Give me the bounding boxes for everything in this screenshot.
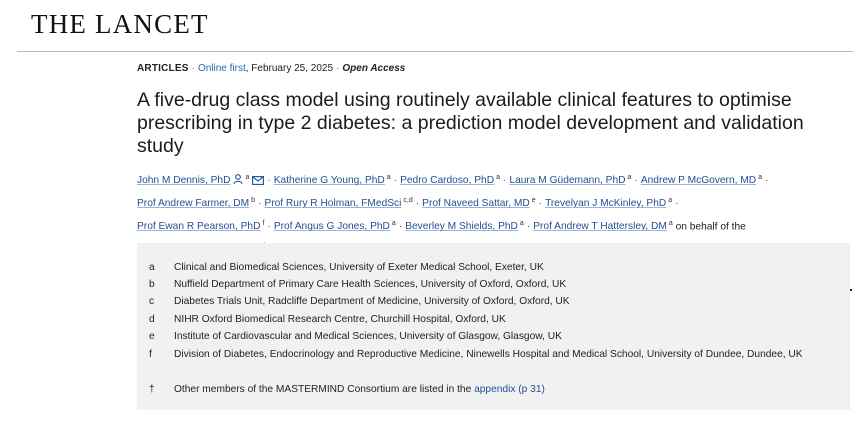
author-item: [137, 198, 255, 209]
affiliation-key: d: [149, 314, 155, 325]
on-behalf-text: on behalf of the: [675, 221, 746, 233]
affiliation-row: [149, 260, 832, 275]
affiliation-key: e: [149, 331, 155, 342]
affiliation-text: Nuffield Department of Primary Care Health Sciences, University of Oxford, Oxford, UK: [174, 279, 567, 290]
affiliation-text: NIHR Oxford Biomedical Research Centre, Churchill Hospital, Oxford, UK: [174, 314, 506, 325]
affiliation-marker: a: [627, 174, 632, 181]
affiliation-key: a: [149, 262, 155, 273]
affiliation-row: [149, 294, 832, 309]
affiliation-row: [149, 329, 832, 344]
author-separator: ·: [634, 175, 638, 187]
author-name[interactable]: Laura M Güdemann, PhD: [509, 175, 626, 187]
author-name[interactable]: Prof Rury R Holman, FMedSci: [264, 198, 402, 210]
author-separator: ·: [393, 175, 398, 187]
author-separator: ·: [258, 198, 262, 210]
online-first-link[interactable]: Online first: [197, 63, 246, 74]
affiliation-marker: a: [386, 174, 391, 181]
article-meta: [137, 62, 852, 76]
affiliation-marker: c,d: [403, 196, 413, 204]
author-item: [274, 221, 396, 232]
author-item: [400, 175, 500, 186]
author-item: [509, 175, 631, 186]
appendix-link[interactable]: appendix: [474, 384, 516, 395]
author-separator: ·: [267, 221, 271, 233]
author-name[interactable]: Prof Andrew T Hattersley, DM: [533, 221, 667, 233]
affiliation-text: Institute of Cardiovascular and Medical Sciences, University of Glasgow, Glasgow, UK: [174, 331, 562, 342]
author-separator: ·: [765, 175, 769, 187]
author-name[interactable]: Katherine G Young, PhD: [273, 175, 385, 187]
affiliation-marker: f: [262, 219, 265, 227]
note-key: †: [149, 384, 155, 395]
affiliation-text: Division of Diabetes, Endocrinology and Reproductive Medicine, Ninewells Hospital and Medical School, University of Dundee, Dundee, UK: [174, 349, 803, 360]
author-separator: ·: [267, 175, 271, 187]
affiliation-marker: a: [758, 174, 763, 181]
email-icon[interactable]: [252, 176, 264, 185]
author-item: [422, 198, 536, 209]
author-separator: ·: [398, 221, 403, 233]
author-item: [137, 221, 264, 232]
affiliation-row: [149, 312, 832, 327]
note-text: Other members of the MASTERMIND Consortium are listed in the: [174, 384, 472, 395]
person-icon[interactable]: [233, 174, 243, 185]
affiliation-marker: a: [519, 219, 524, 227]
affiliation-marker: a: [391, 219, 396, 227]
article-title: A five-drug class model using routinely available clinical features to optimise prescribing in type 2 diabetes: a prediction model development and validation study: [137, 89, 804, 157]
affiliation-key: f: [149, 349, 152, 360]
affiliation-marker: e: [531, 196, 536, 204]
author-item: [545, 198, 672, 209]
header-divider: [17, 51, 853, 52]
author-item: [641, 175, 762, 186]
affiliation-marker: a: [245, 174, 250, 181]
author-separator: ·: [526, 221, 531, 233]
note-content: [174, 382, 832, 397]
author-item: [264, 198, 412, 209]
author-name[interactable]: Trevelyan J McKinley, PhD: [545, 198, 667, 210]
affiliation-marker: a: [668, 219, 673, 227]
author-name[interactable]: Andrew P McGovern, MD: [640, 175, 757, 187]
affiliation-text: Clinical and Biomedical Sciences, University of Exeter Medical School, Exeter, UK: [174, 262, 544, 273]
author-name[interactable]: Beverley M Shields, PhD: [405, 221, 518, 233]
author-separator: ·: [503, 175, 507, 187]
author-item: [137, 175, 264, 186]
author-name[interactable]: Prof Ewan R Pearson, PhD: [137, 221, 261, 233]
meta-separator: ·: [336, 63, 340, 74]
meta-separator: ·: [191, 63, 195, 74]
author-name[interactable]: Pedro Cardoso, PhD: [400, 175, 495, 187]
author-name[interactable]: Prof Andrew Farmer, DM: [137, 198, 250, 210]
author-separator: ·: [538, 198, 543, 210]
article-type: ARTICLES: [137, 63, 189, 74]
page-reference[interactable]: (p 31): [518, 384, 545, 395]
author-item: [405, 221, 524, 232]
open-access-label: Open Access: [342, 63, 406, 74]
affiliation-marker: a: [668, 196, 673, 204]
affiliation-row: [149, 347, 832, 362]
author-item: [274, 175, 391, 186]
author-item: [533, 221, 673, 232]
affiliation-key: b: [149, 279, 155, 290]
author-separator: ·: [415, 198, 420, 210]
author-name[interactable]: Prof Naveed Sattar, MD: [422, 198, 530, 210]
author-name[interactable]: John M Dennis, PhD: [137, 175, 231, 187]
affiliation-row: [149, 277, 832, 292]
author-name[interactable]: Prof Angus G Jones, PhD: [273, 221, 390, 233]
publication-date: , February 25, 2025: [245, 63, 334, 74]
affiliation-marker: a: [496, 174, 500, 181]
journal-logo[interactable]: THE LANCET: [31, 9, 209, 39]
affiliation-key: c: [149, 296, 155, 307]
author-separator: ·: [675, 198, 679, 210]
affiliation-marker: b: [251, 196, 255, 204]
affiliations-panel: [137, 243, 850, 410]
note-row: [149, 382, 832, 397]
affiliation-text: Diabetes Trials Unit, Radcliffe Department of Medicine, University of Oxford, Oxford, UK: [174, 296, 570, 307]
